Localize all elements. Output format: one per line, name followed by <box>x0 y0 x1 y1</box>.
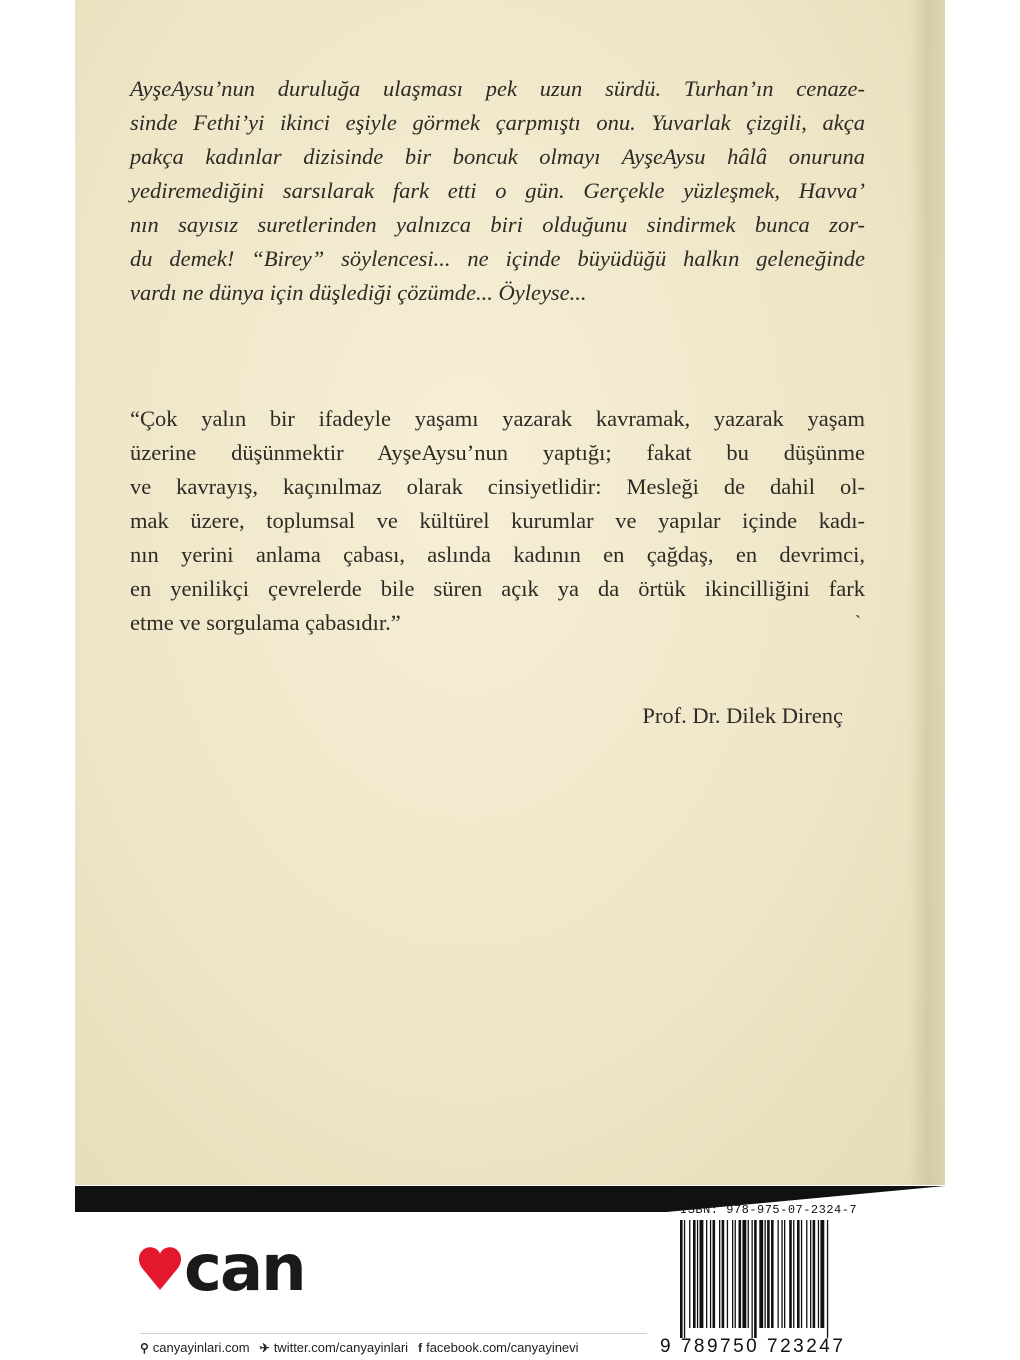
barcode-bar <box>713 1220 716 1328</box>
barcode-bar <box>719 1220 720 1328</box>
barcode-bar <box>727 1220 728 1328</box>
barcode-bar <box>818 1220 819 1328</box>
twitter-icon: ✈ <box>259 1340 270 1355</box>
barcode <box>677 1220 872 1338</box>
barcode-bar <box>789 1220 792 1328</box>
barcode-bar <box>680 1220 683 1338</box>
twitter-text: twitter.com/canyayinlari <box>273 1340 409 1355</box>
website-link[interactable] <box>140 1340 250 1355</box>
quote-line: ve kavrayış, kaçınılmaz olarak cinsiyetlidir: Mesleği de dahil ol- <box>130 474 865 499</box>
blurb-line: du demek! “Birey” söylencesi... ne içinde büyüdüğü halkın geleneğinde <box>130 246 865 271</box>
stray-mark: ` <box>855 612 861 632</box>
barcode-bar <box>759 1220 763 1328</box>
barcode-bar <box>684 1220 685 1338</box>
publisher-logo <box>138 1238 348 1298</box>
barcode-bar <box>813 1220 816 1328</box>
barcode-bar <box>706 1220 707 1328</box>
barcode-number: 9 789750 723247 <box>660 1336 846 1357</box>
heart-icon <box>139 1247 181 1290</box>
logo-text: can <box>184 1238 305 1298</box>
quote-line: üzerine düşünmektir AyşeAysu’nun yaptığı; fakat bu düşünme <box>130 440 865 465</box>
blurb-line: sinde Fethi’yi ikinci eşiyle görmek çarpmıştı onu. Yuvarlak çizgili, akça <box>130 110 865 135</box>
barcode-bar <box>748 1220 749 1328</box>
barcode-bar <box>810 1220 811 1328</box>
barcode-bar <box>771 1220 774 1328</box>
quote-line: “Çok yalın bir ifadeyle yaşamı yazarak kavramak, yazarak yaşam <box>130 406 865 431</box>
barcode-bar <box>710 1220 711 1328</box>
barcode-bar <box>820 1220 824 1328</box>
barcode-bar <box>700 1220 704 1328</box>
publisher-links <box>140 1340 660 1355</box>
barcode-bar <box>784 1220 785 1328</box>
barcode-bar <box>765 1220 766 1328</box>
isbn-label: ISBN: 978-975-07-2324-7 <box>680 1203 858 1217</box>
barcode-bar <box>754 1220 757 1338</box>
facebook-link[interactable] <box>418 1340 578 1355</box>
blurb-text <box>130 72 865 310</box>
footer-divider <box>140 1333 647 1334</box>
blurb-line: yediremediğini sarsılarak fark etti o gün. Gerçekle yüzleşmek, Havva’ <box>130 178 865 203</box>
barcode-bar <box>689 1220 690 1328</box>
barcode-bar <box>735 1220 736 1328</box>
barcode-bar <box>806 1220 807 1328</box>
blurb-line: vardı ne dünya için düşlediği çözümde... Öyleyse... <box>130 280 587 305</box>
barcode-bar <box>722 1220 725 1328</box>
facebook-icon: f <box>418 1340 423 1355</box>
link-icon: ⚲ <box>140 1340 149 1355</box>
quote-line: nın yerini anlama çabası, aslında kadının en çağdaş, en devrimci, <box>130 542 865 567</box>
barcode-bar <box>697 1220 698 1328</box>
review-quote <box>130 402 865 640</box>
quote-line: etme ve sorgulama çabasıdır.” <box>130 610 401 635</box>
barcode-bar <box>778 1220 779 1328</box>
twitter-link[interactable] <box>260 1340 408 1355</box>
quote-author: Prof. Dr. Dilek Direnç <box>642 703 843 728</box>
facebook-text: facebook.com/canyayinevi <box>426 1340 579 1355</box>
website-text: canyayinlari.com <box>152 1340 250 1355</box>
barcode-bar <box>793 1220 794 1328</box>
barcode-bar <box>827 1220 828 1338</box>
barcode-bar <box>752 1220 753 1338</box>
quote-line: en yenilikçi çevrelerde bile süren açık ya da örtük ikincilliğini fark <box>130 576 865 601</box>
quote-line: mak üzere, toplumsal ve kültürel kurumlar ve yapılar içinde kadı- <box>130 508 865 533</box>
blurb-line: nın sayısız suretlerinden yalnızca biri olduğunu sindirmek bunca zor- <box>130 212 865 237</box>
blurb-line: AyşeAysu’nun duruluğa ulaşması pek uzun sürdü. Turhan’ın cenaze- <box>130 76 865 101</box>
back-cover <box>75 0 945 1185</box>
barcode-bar <box>797 1220 800 1328</box>
barcode-bar <box>781 1220 782 1328</box>
barcode-bar <box>732 1220 733 1328</box>
barcode-bar <box>801 1220 802 1328</box>
blurb-line: pakça kadınlar dizisinde bir boncuk olmayı AyşeAysu hâlâ onuruna <box>130 144 865 169</box>
barcode-bar <box>693 1220 696 1328</box>
barcode-bar <box>767 1220 770 1328</box>
barcode-bar <box>739 1220 742 1328</box>
barcode-bar <box>742 1220 746 1328</box>
